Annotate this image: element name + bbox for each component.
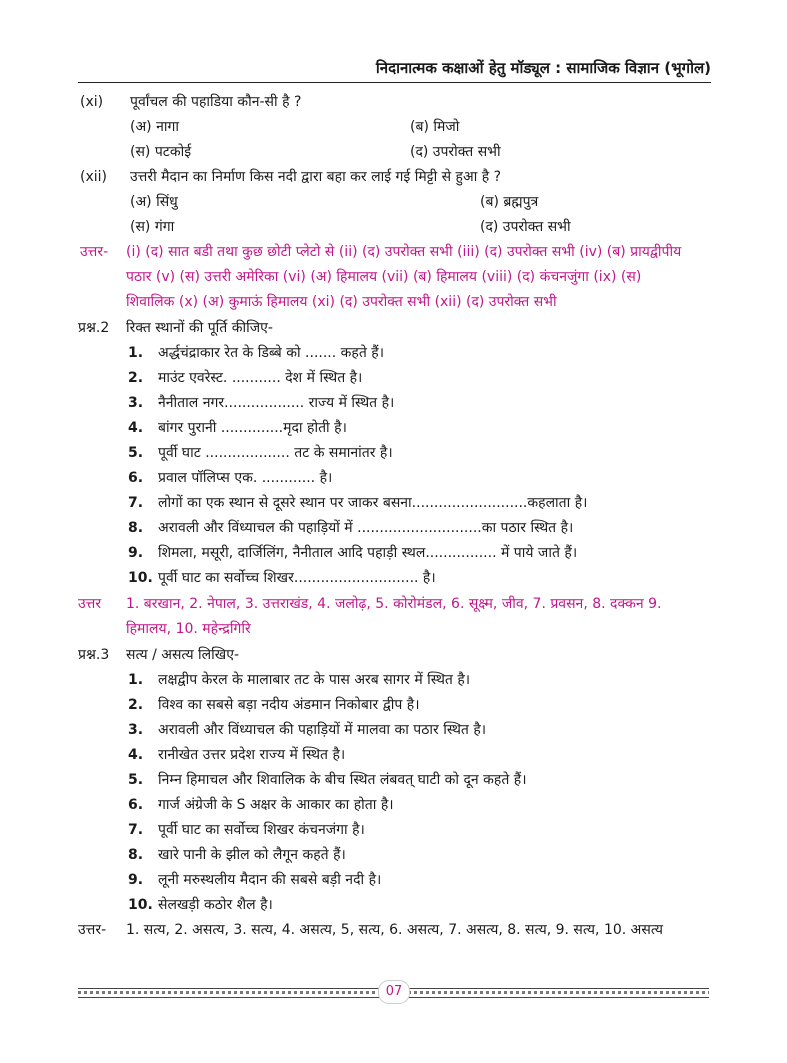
answer-line: पठार (v) (स) उत्तरी अमेरिका (vi) (अ) हिमालय (vii) (ब) हिमालय (viii) (द) कंचनजुंगा (ix) (स) [126, 269, 642, 285]
statement-item: लूनी मरुस्थलीय मैदान की सबसे बड़ी नदी है। [158, 872, 382, 888]
answer-line: शिवालिक (x) (अ) कुमाऊं हिमालय (xi) (द) उपरोक्त सभी (xii) (द) उपरोक्त सभी [126, 294, 557, 310]
statement-item: निम्न हिमाचल और शिवालिक के बीच स्थित लंबवत् घाटी को दून कहते हैं। [158, 772, 527, 788]
item-number: 9. [128, 545, 144, 561]
blank-item: अरावली और विंध्याचल की पहाड़ियों में ............................का पठार स्थित है। [158, 520, 574, 536]
statement-item: पूर्वी घाट का सर्वोच्च शिखर कंचनजंगा है। [158, 822, 365, 838]
item-number: 10. [128, 570, 153, 586]
item-number: 3. [128, 722, 144, 738]
option: (द) उपरोक्त सभी [410, 144, 501, 160]
statement-item: विश्व का सबसे बड़ा नदीय अंडमान निकोबार द्वीप है। [158, 697, 420, 713]
statement-item: अरावली और विंध्याचल की पहाड़ियों में मालवा का पठार स्थित है। [158, 722, 487, 738]
item-number: 5. [128, 445, 144, 461]
answer-label: उत्तर [78, 596, 102, 612]
item-number: 1. [128, 345, 144, 361]
blank-item: पूर्वी घाट ................... तट के समानांतर है। [158, 445, 393, 461]
blank-item: लोगों का एक स्थान से दूसरे स्थान पर जाकर बसना..........................कहलाता है। [158, 495, 588, 511]
blank-item: माउंट एवरेस्ट. ........... देश में स्थित है। [158, 370, 363, 386]
answer-line: हिमालय, 10. महेन्द्रगिरि [126, 621, 251, 637]
item-number: 3. [128, 395, 144, 411]
option: (ब) मिजो [410, 119, 460, 135]
statement-item: गार्ज अंग्रेजी के S अक्षर के आकार का होता है। [158, 797, 394, 813]
answer-line: (i) (द) सात बडी तथा कुछ छोटी प्लेटो से (ii) (द) उपरोक्त सभी (iii) (द) उपरोक्त सभी (iv) (ब) प्रायद्वीपीय [126, 244, 682, 260]
option: (स) गंगा [130, 219, 175, 235]
blank-item: नैनीताल नगर.................. राज्य में स्थित है। [158, 395, 395, 411]
item-number: 6. [128, 797, 144, 813]
item-number: 2. [128, 370, 144, 386]
item-number: 7. [128, 495, 144, 511]
item-number: 4. [128, 747, 144, 763]
question-number: (xi) [80, 94, 104, 110]
answer-line: 1. बरखान, 2. नेपाल, 3. उत्तराखंड, 4. जलोढ़, 5. कोरोमंडल, 6. सूक्ष्म, जीव, 7. प्रवसन, 8. दक्कन 9. [126, 596, 662, 612]
question-title: रिक्त स्थानों की पूर्ति कीजिए- [126, 320, 273, 336]
item-number: 1. [128, 672, 144, 688]
statement-item: लक्षद्वीप केरल के मालाबार तट के पास अरब सागर में स्थित है। [158, 672, 471, 688]
question-text: उत्तरी मैदान का निर्माण किस नदी द्वारा बहा कर लाई गई मिट्टी से हुआ है ? [130, 169, 502, 185]
option: (द) उपरोक्त सभी [480, 219, 571, 235]
statement-item: रानीखेत उत्तर प्रदेश राज्य में स्थित है। [158, 747, 346, 763]
page-number: 07 [378, 980, 410, 1004]
header-rule [78, 82, 711, 83]
statement-item: सेलखड़ी कठोर शैल है। [158, 897, 273, 913]
option: (ब) ब्रह्मपुत्र [480, 194, 539, 210]
statement-item: खारे पानी के झील को लैगून कहते हैं। [158, 847, 346, 863]
question-number: (xii) [80, 169, 107, 185]
blank-item: पूर्वी घाट का सर्वोच्च शिखर............................ है। [158, 570, 436, 586]
item-number: 9. [128, 872, 144, 888]
item-number: 8. [128, 520, 144, 536]
option: (स) पटकोई [130, 144, 192, 160]
answer-line: 1. सत्य, 2. असत्य, 3. सत्य, 4. असत्य, 5, सत्य, 6. असत्य, 7. असत्य, 8. सत्य, 9. सत्य, 10. असत्य [126, 922, 664, 938]
blank-item: बांगर पुरानी ..............मृदा होती है। [158, 420, 347, 436]
item-number: 4. [128, 420, 144, 436]
blank-item: प्रवाल पॉलिप्स एक. ............ है। [158, 470, 333, 486]
question-label: प्रश्न.2 [78, 320, 110, 336]
blank-item: शिमला, मसूरी, दार्जिलिंग, नैनीताल आदि पहाड़ी स्थल................ में पाये जाते हैं। [158, 545, 578, 561]
question-title: सत्य / असत्य लिखिए- [126, 647, 240, 663]
item-number: 5. [128, 772, 144, 788]
item-number: 6. [128, 470, 144, 486]
question-text: पूर्वांचल की पहाडिया कौन-सी है ? [130, 94, 302, 110]
page-header: निदानात्मक कक्षाओं हेतु मॉड्यूल : सामाजिक विज्ञान (भूगोल) [375, 59, 711, 77]
option: (अ) नागा [130, 119, 179, 135]
item-number: 7. [128, 822, 144, 838]
question-label: प्रश्न.3 [78, 647, 110, 663]
item-number: 8. [128, 847, 144, 863]
answer-label: उत्तर- [80, 244, 109, 260]
option: (अ) सिंधु [130, 194, 178, 210]
item-number: 2. [128, 697, 144, 713]
item-number: 10. [128, 897, 153, 913]
answer-label: उत्तर- [78, 922, 107, 938]
blank-item: अर्द्धचंद्राकार रेत के डिब्बे को ....... कहते हैं। [158, 345, 385, 361]
